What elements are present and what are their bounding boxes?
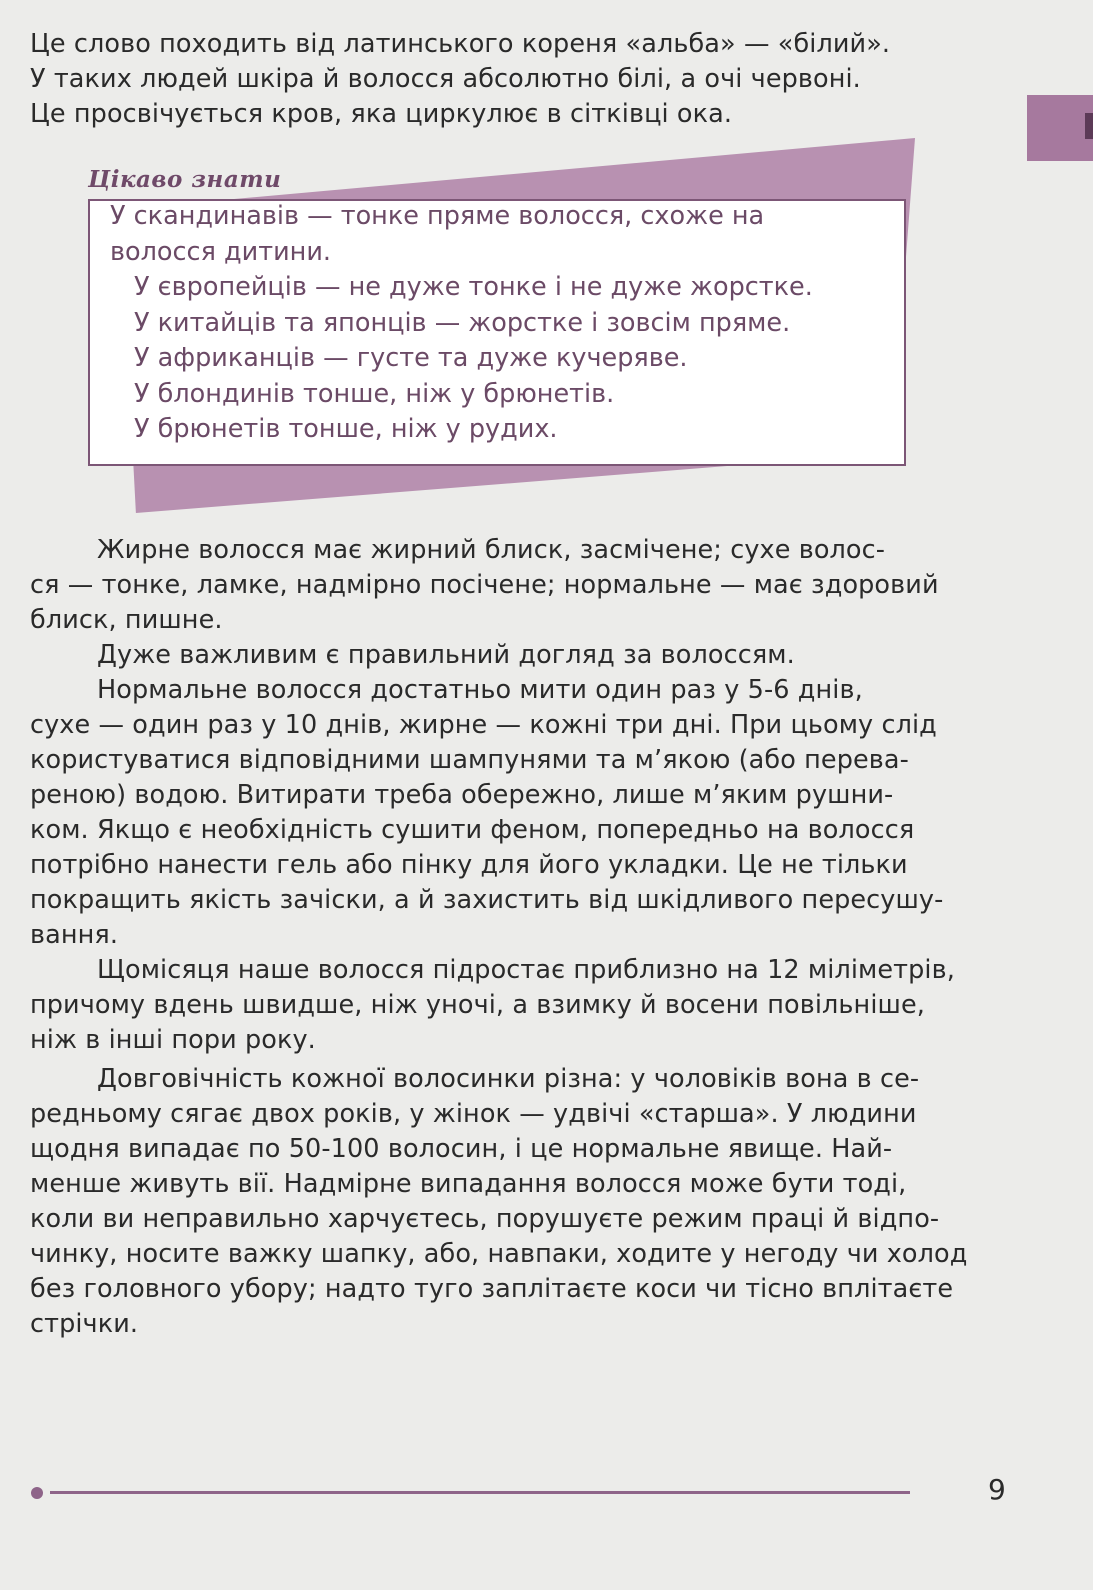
infobox-line: волосся дитини. — [110, 237, 331, 267]
body-line: покращить якість зачіски, а й захистить від шкідливого пересушу- — [30, 885, 944, 915]
footer-bullet — [31, 1487, 43, 1499]
body-line: потрібно нанести гель або пінку для його укладки. Це не тільки — [30, 850, 908, 880]
intro-line: Це слово походить від латинського кореня «альба» — «білий». — [30, 29, 891, 59]
body-line: Нормальне волосся достатньо мити один раз у 5-6 днів, — [97, 675, 863, 705]
body-line: ком. Якщо є необхідність сушити феном, попередньо на волосся — [30, 815, 915, 845]
infobox-line: У африканців — густе та дуже кучеряве. — [134, 343, 688, 373]
body-line: Дуже важливим є правильний догляд за волоссям. — [97, 640, 795, 670]
infobox-line: У брюнетів тонше, ніж у рудих. — [134, 414, 558, 444]
body-line: Щомісяця наше волосся підростає приблизно на 12 міліметрів, — [97, 955, 955, 985]
intro-line: Це просвічується кров, яка циркулює в сітківці ока. — [30, 99, 733, 129]
body-line: сухе — один раз у 10 днів, жирне — кожні три дні. При цьому слід — [30, 710, 937, 740]
infobox-line: У китайців та японців — жорстке і зовсім пряме. — [134, 308, 791, 338]
body-line: Довговічність кожної волосинки різна: у чоловіків вона в се- — [97, 1064, 920, 1094]
intro-line: У таких людей шкіра й волосся абсолютно білі, а очі червоні. — [30, 64, 861, 94]
chapter-edge-tab — [1027, 95, 1093, 161]
footer-rule — [50, 1491, 910, 1494]
body-line: реною) водою. Витирати треба обережно, лише м’яким рушни- — [30, 780, 894, 810]
page-number: 9 — [988, 1473, 1006, 1506]
body-line: без головного убору; надто туго заплітаєте коси чи тісно вплітаєте — [30, 1274, 954, 1304]
body-line: редньому сягає двох років, у жінок — удвічі «старша». У людини — [30, 1099, 917, 1129]
infobox-title: Цікаво знати — [88, 166, 282, 193]
body-line: чинку, носите важку шапку, або, навпаки, ходите у негоду чи холод — [30, 1239, 968, 1269]
infobox-line: У блондинів тонше, ніж у брюнетів. — [134, 379, 615, 409]
body-line: Жирне волосся має жирний блиск, засмічене; сухе волос- — [97, 535, 886, 565]
body-line: стрічки. — [30, 1309, 139, 1339]
infobox-line: У скандинавів — тонке пряме волосся, схоже на — [110, 201, 765, 231]
body-line: ся — тонке, ламке, надмірно посічене; нормальне — має здоровий — [30, 570, 939, 600]
body-line: ніж в інші пори року. — [30, 1025, 316, 1055]
infobox-line: У європейців — не дуже тонке і не дуже жорстке. — [134, 272, 813, 302]
body-line: користуватися відповідними шампунями та м’якою (або перева- — [30, 745, 909, 775]
body-line: вання. — [30, 920, 119, 950]
body-line: блиск, пишне. — [30, 605, 223, 635]
chapter-edge-mark — [1085, 113, 1093, 139]
body-line: менше живуть вії. Надмірне випадання волосся може бути тоді, — [30, 1169, 907, 1199]
body-line: коли ви неправильно харчуєтесь, порушуєте режим праці й відпо- — [30, 1204, 940, 1234]
body-line: щодня випадає по 50-100 волосин, і це нормальне явище. Най- — [30, 1134, 893, 1164]
body-line: причому вдень швидше, ніж уночі, а взимку й восени повільніше, — [30, 990, 925, 1020]
